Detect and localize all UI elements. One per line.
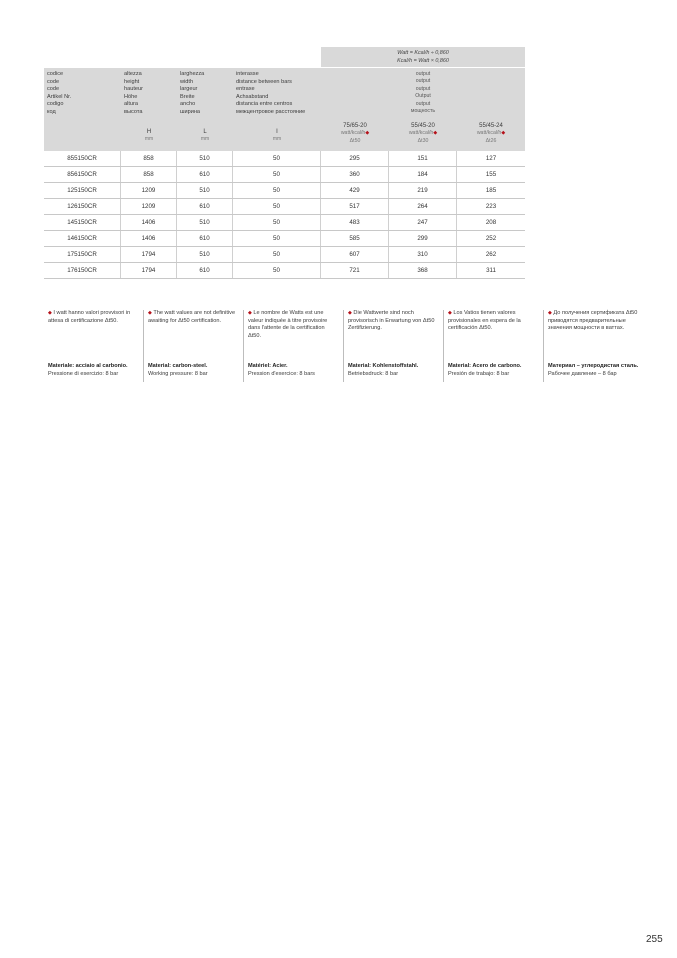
header-spacing: interasse distance between bars entraxe Achsabstand distancia entre centros межцентровое расстояние I mm: [233, 68, 321, 151]
note-russian: [544, 310, 644, 382]
cert-note: Le nombre de Watts est une valeur indiquée à titre provisoire dans l'attente de la certification Δt50.: [248, 310, 328, 339]
conversion-formula: [321, 47, 525, 68]
spacing-symbol: I mm: [272, 129, 282, 142]
pressure-label: Рабочее давление – 8 бар: [548, 370, 617, 377]
header-width: larghezza width largeur Breite ancho ширина L mm: [177, 68, 233, 151]
pressure-label: Working pressure: 8 bar: [148, 370, 208, 377]
conversion-row: [44, 47, 525, 68]
diamond-icon: ◆: [365, 130, 370, 137]
table-header: [44, 68, 525, 151]
width-symbol: L mm: [200, 129, 210, 142]
notes-section: [44, 310, 644, 382]
table-row: 856150CR 858 610 50 360 184 155: [44, 167, 525, 183]
cert-note: До получения сертификата Δt50 приводятся предварительные значения мощности в ваттах.: [548, 310, 638, 332]
product-table: [44, 47, 525, 279]
material-label: Material: Acero de carbono.: [448, 363, 522, 369]
header-height: altezza height hauteur Höhe altura высота H mm: [121, 68, 177, 151]
note-french: [244, 310, 344, 382]
diamond-icon: ◆: [48, 310, 52, 316]
diamond-icon: ◆: [448, 310, 452, 316]
diamond-icon: ◆: [501, 130, 506, 137]
note-spanish: [444, 310, 544, 382]
pressure-label: Pression d'exercice: 8 bars: [248, 370, 315, 377]
output-columns: [321, 123, 525, 151]
table-body: [44, 151, 525, 279]
page-number: 255: [646, 934, 663, 945]
material-label: Materiale: acciaio al carbonio.: [48, 363, 128, 369]
cert-note: Die Wattwerte sind noch provisorisch in Erwartung von Δt50 Zertifizierung.: [348, 310, 435, 332]
header-code: codice code code Artikel Nr. codigo код: [47, 71, 72, 115]
material-label: Material: Kohlenstoffstahl.: [348, 363, 419, 369]
table-row: 126150CR 1209 610 50 517 264 223: [44, 199, 525, 215]
material-label: Material: carbon-steel.: [148, 363, 208, 369]
table-row: 145150CR 1406 510 50 483 247 208: [44, 215, 525, 231]
material-label: Материал – углеродистая сталь.: [548, 363, 639, 369]
diamond-icon: ◆: [433, 130, 438, 137]
diamond-icon: ◆: [148, 310, 152, 316]
output-col-dt30: 55/45-20 watt/kcal/h◆ Δt30: [408, 123, 438, 144]
cert-note: Los Vatios tienen valores provisionales en espera de la certificación Δt50.: [448, 310, 521, 332]
note-german: [344, 310, 444, 382]
conversion-line-2: Kcal/h = Watt × 0,860: [397, 58, 449, 64]
height-symbol: H mm: [144, 129, 154, 142]
material-label: Matériel: Acier.: [248, 363, 288, 369]
note-english: [144, 310, 244, 382]
table-row: 125150CR 1209 510 50 429 219 185: [44, 183, 525, 199]
table-row: 175150CR 1794 510 50 607 310 262: [44, 247, 525, 263]
pressure-label: Pressione di esercizio: 8 bar: [48, 370, 119, 377]
cert-note: The watt values are not definitive awaiting for Δt50 certification.: [148, 310, 236, 324]
output-col-dt26: 55/45-24 watt/kcal/h◆ Δt26: [476, 123, 506, 144]
table-row: 176150CR 1794 610 50 721 368 311: [44, 263, 525, 279]
output-labels: output output output Output output мощность: [410, 71, 436, 115]
table-row: 855150CR 858 510 50 295 151 127: [44, 151, 525, 167]
pressure-label: Presión de trabajo: 8 bar: [448, 370, 510, 377]
output-col-dt50: 75/65-20 watt/kcal/h◆ Δt50: [340, 123, 370, 144]
conversion-line-1: Watt = Kcal/h ÷ 0,860: [397, 50, 449, 56]
header-output: [321, 68, 525, 151]
note-italian: [44, 310, 144, 382]
pressure-label: Betriebsdruck: 8 bar: [348, 370, 399, 377]
table-row: 146150CR 1406 610 50 585 299 252: [44, 231, 525, 247]
diamond-icon: ◆: [248, 310, 252, 316]
diamond-icon: ◆: [348, 310, 352, 316]
diamond-icon: ◆: [548, 310, 552, 316]
cert-note: I watt hanno valori provvisori in attesa di certificazione Δt50.: [48, 310, 131, 324]
